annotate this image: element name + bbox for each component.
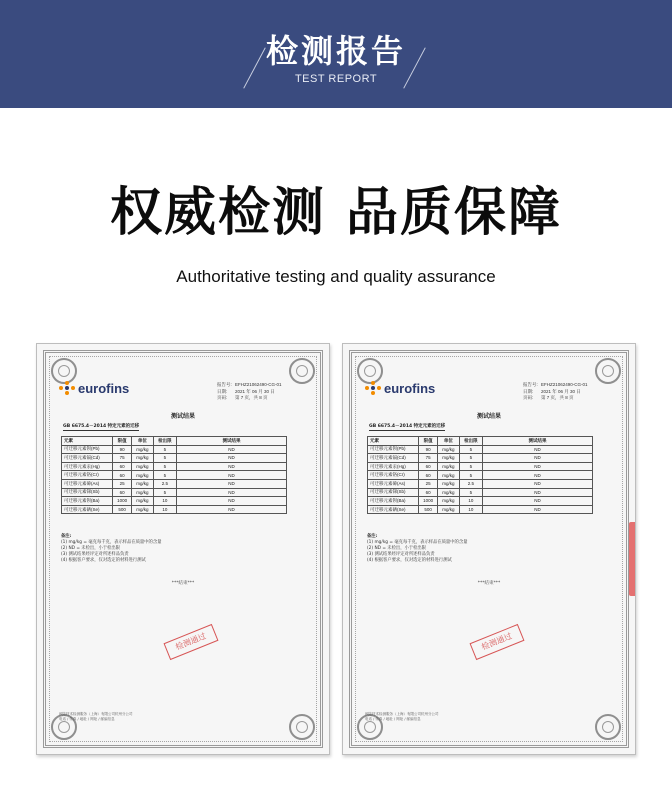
- certificate-title: 测试结果: [170, 413, 195, 420]
- table-cell: 5: [153, 462, 176, 471]
- table-cell: 75: [113, 454, 132, 463]
- corner-ornament-icon: [289, 358, 315, 384]
- table-row: [368, 462, 593, 471]
- meta-value: 第 7 页，共 8 页: [235, 395, 268, 400]
- table-cell: 90: [419, 445, 438, 454]
- note-item: (1) mg/kg = 毫克每千克，表示样品在质量中的含量: [61, 540, 162, 545]
- table-cell: mg/kg: [132, 479, 154, 488]
- table-cell: 10: [459, 497, 482, 506]
- table-cell: mg/kg: [132, 488, 154, 497]
- table-cell: mg/kg: [438, 454, 460, 463]
- table-cell: ND: [177, 488, 287, 497]
- note-item: (2) ND = 未检出，小于检出限: [367, 546, 426, 551]
- table-cell: 可迁移元素硒(Se): [368, 505, 419, 514]
- table-cell: mg/kg: [132, 445, 154, 454]
- notes: [367, 534, 467, 564]
- table-cell: 10: [153, 505, 176, 514]
- standard-line: GB 6675.4－2014 特定元素的迁移: [63, 424, 140, 429]
- table-cell: 5: [153, 445, 176, 454]
- table-cell: 5: [153, 471, 176, 480]
- table-cell: 5: [459, 462, 482, 471]
- table-cell: 60: [113, 471, 132, 480]
- note-item: (3) 测试结果经评定对所述样品负责: [61, 552, 129, 557]
- banner-title: 检测报告: [265, 32, 406, 70]
- pass-stamp: 检测通过: [164, 624, 219, 660]
- table-cell: 可迁移元素钡(Ba): [368, 497, 419, 506]
- table-cell: ND: [483, 471, 593, 480]
- meta-key: 日期:: [217, 388, 228, 394]
- certificate-footer: [365, 712, 439, 722]
- meta-key: 日期:: [523, 388, 534, 394]
- table-header-cell: 检出限: [459, 437, 482, 446]
- table-row: [62, 505, 287, 514]
- eurofins-logo-icon: [59, 381, 75, 395]
- table-cell: ND: [177, 479, 287, 488]
- table-header-cell: 单位: [438, 437, 460, 446]
- test-certificate: [342, 343, 636, 755]
- headline: 权威检测 品质保障: [109, 183, 563, 243]
- table-cell: 60: [419, 488, 438, 497]
- table-row: [368, 471, 593, 480]
- table-cell: ND: [177, 445, 287, 454]
- corner-ornament-icon: [289, 714, 315, 740]
- table-cell: 可迁移元素汞(Hg): [62, 462, 113, 471]
- table-cell: 可迁移元素砷(As): [62, 479, 113, 488]
- table-cell: 5: [153, 454, 176, 463]
- end-mark: ***结束***: [171, 581, 195, 586]
- table-cell: 60: [419, 471, 438, 480]
- table-cell: 500: [419, 505, 438, 514]
- end-mark: ***结束***: [477, 581, 501, 586]
- table-cell: 10: [459, 505, 482, 514]
- table-cell: 可迁移元素汞(Hg): [368, 462, 419, 471]
- table-cell: 5: [459, 488, 482, 497]
- note-item: (4) 根据客户要求，仅对选定的材料进行测试: [367, 558, 452, 563]
- table-header-cell: 测试结果: [483, 437, 593, 446]
- table-header-cell: 单位: [132, 437, 154, 446]
- table-cell: mg/kg: [438, 462, 460, 471]
- notes-heading: 备注:: [61, 534, 72, 539]
- test-certificate: [36, 343, 330, 755]
- table-cell: ND: [177, 505, 287, 514]
- table-cell: 可迁移元素锑(Sb): [368, 488, 419, 497]
- table-cell: 25: [419, 479, 438, 488]
- certificate-title: 测试结果: [476, 413, 501, 420]
- table-row: [62, 454, 287, 463]
- footer-line: 欧陆技术检测服务（上海）有限公司杭州分公司: [365, 712, 439, 716]
- table-cell: mg/kg: [438, 497, 460, 506]
- notes-list: [367, 540, 467, 564]
- meta-row: [217, 395, 282, 402]
- table-cell: mg/kg: [132, 454, 154, 463]
- table-cell: ND: [483, 505, 593, 514]
- report-meta: [217, 382, 282, 402]
- note-item: (4) 根据客户要求，仅对选定的材料进行测试: [61, 558, 146, 563]
- notes: [61, 534, 161, 564]
- table-row: [368, 488, 593, 497]
- table-cell: 75: [419, 454, 438, 463]
- table-cell: 60: [419, 462, 438, 471]
- table-cell: 2.5: [153, 479, 176, 488]
- table-cell: ND: [177, 462, 287, 471]
- table-cell: mg/kg: [438, 471, 460, 480]
- banner-subtitle: TEST REPORT: [294, 73, 378, 85]
- table-row: [368, 505, 593, 514]
- note-item: (3) 测试结果经评定对所述样品负责: [367, 552, 435, 557]
- footer-line: 电话 / 传真 / 地址 / 网址 / 邮编信息: [365, 717, 421, 721]
- table-cell: ND: [483, 462, 593, 471]
- table-cell: 500: [113, 505, 132, 514]
- table-cell: 5: [459, 471, 482, 480]
- table-row: [62, 488, 287, 497]
- table-cell: 可迁移元素钡(Pb): [62, 445, 113, 454]
- corner-ornament-icon: [595, 358, 621, 384]
- table-cell: 90: [113, 445, 132, 454]
- table-cell: 1000: [419, 497, 438, 506]
- table-cell: 可迁移元素镉(Cd): [368, 454, 419, 463]
- table-cell: ND: [177, 454, 287, 463]
- table-row: [368, 497, 593, 506]
- table-header-row: [368, 437, 593, 446]
- table-cell: mg/kg: [438, 488, 460, 497]
- meta-value: EFHZ21062490-CG-01: [541, 382, 588, 387]
- table-header-cell: 限值: [419, 437, 438, 446]
- table-cell: 5: [459, 445, 482, 454]
- table-row: [368, 479, 593, 488]
- table-cell: 1000: [113, 497, 132, 506]
- table-row: [62, 497, 287, 506]
- table-cell: 可迁移元素铬(Cr): [368, 471, 419, 480]
- table-header-cell: 元素: [62, 437, 113, 446]
- table-cell: 可迁移元素钡(Ba): [62, 497, 113, 506]
- logo-text: eurofins: [384, 380, 436, 396]
- table-header-cell: 元素: [368, 437, 419, 446]
- notes-list: [61, 540, 161, 564]
- table-row: [368, 454, 593, 463]
- meta-row: [523, 395, 588, 402]
- table-cell: mg/kg: [438, 479, 460, 488]
- results-table: [61, 436, 287, 514]
- meta-key: 页码:: [523, 395, 534, 400]
- table-cell: 5: [153, 488, 176, 497]
- footer-line: 电话 / 传真 / 地址 / 网址 / 邮编信息: [59, 717, 115, 721]
- table-header-cell: 测试结果: [177, 437, 287, 446]
- pass-stamp: 检测通过: [470, 624, 525, 660]
- table-cell: ND: [483, 454, 593, 463]
- logo-text: eurofins: [78, 380, 130, 396]
- table-row: [368, 445, 593, 454]
- note-item: (1) mg/kg = 毫克每千克，表示样品在质量中的含量: [367, 540, 468, 545]
- table-row: [62, 479, 287, 488]
- table-cell: 5: [459, 454, 482, 463]
- table-cell: 2.5: [459, 479, 482, 488]
- table-cell: ND: [483, 445, 593, 454]
- meta-value: 第 7 页，共 8 页: [541, 395, 574, 400]
- table-cell: mg/kg: [132, 462, 154, 471]
- table-cell: mg/kg: [438, 505, 460, 514]
- meta-key: 报告号:: [523, 382, 538, 387]
- notes-heading: 备注:: [367, 534, 378, 539]
- table-cell: 可迁移元素锑(Sb): [62, 488, 113, 497]
- header-banner: [0, 0, 672, 108]
- table-cell: mg/kg: [132, 471, 154, 480]
- table-cell: ND: [483, 479, 593, 488]
- table-row: [62, 462, 287, 471]
- corner-ornament-icon: [595, 714, 621, 740]
- table-cell: 10: [153, 497, 176, 506]
- table-cell: 可迁移元素镉(Cd): [62, 454, 113, 463]
- table-cell: ND: [177, 497, 287, 506]
- table-cell: 25: [113, 479, 132, 488]
- table-cell: 可迁移元素钡(Pb): [368, 445, 419, 454]
- results-table: [367, 436, 593, 514]
- meta-value: 2021 年 06 月 30 日: [541, 388, 581, 394]
- meta-key: 页码:: [217, 395, 228, 400]
- meta-value: 2021 年 06 月 30 日: [235, 388, 275, 394]
- report-meta: [523, 382, 588, 402]
- table-cell: ND: [177, 471, 287, 480]
- certificate-footer: [59, 712, 133, 722]
- table-cell: 可迁移元素砷(As): [368, 479, 419, 488]
- table-cell: 可迁移元素铬(Cr): [62, 471, 113, 480]
- eurofins-logo: [59, 380, 129, 396]
- footer-line: 欧陆技术检测服务（上海）有限公司杭州分公司: [59, 712, 133, 716]
- table-row: [62, 471, 287, 480]
- eurofins-logo: [365, 380, 435, 396]
- red-edge-tab: [629, 522, 636, 596]
- standard-line: GB 6675.4－2014 特定元素的迁移: [369, 424, 446, 429]
- note-item: (2) ND = 未检出，小于检出限: [61, 546, 120, 551]
- table-header-cell: 限值: [113, 437, 132, 446]
- table-cell: ND: [483, 497, 593, 506]
- table-header-row: [62, 437, 287, 446]
- table-cell: 可迁移元素硒(Se): [62, 505, 113, 514]
- subheadline: Authoritative testing and quality assurance: [176, 267, 496, 286]
- meta-key: 报告号:: [217, 382, 232, 387]
- table-cell: 60: [113, 488, 132, 497]
- table-cell: mg/kg: [132, 505, 154, 514]
- table-cell: mg/kg: [132, 497, 154, 506]
- meta-value: EFHZ21062490-CG-01: [235, 382, 282, 387]
- table-cell: mg/kg: [438, 445, 460, 454]
- table-row: [62, 445, 287, 454]
- table-cell: ND: [483, 488, 593, 497]
- table-cell: 60: [113, 462, 132, 471]
- table-header-cell: 检出限: [153, 437, 176, 446]
- eurofins-logo-icon: [365, 381, 381, 395]
